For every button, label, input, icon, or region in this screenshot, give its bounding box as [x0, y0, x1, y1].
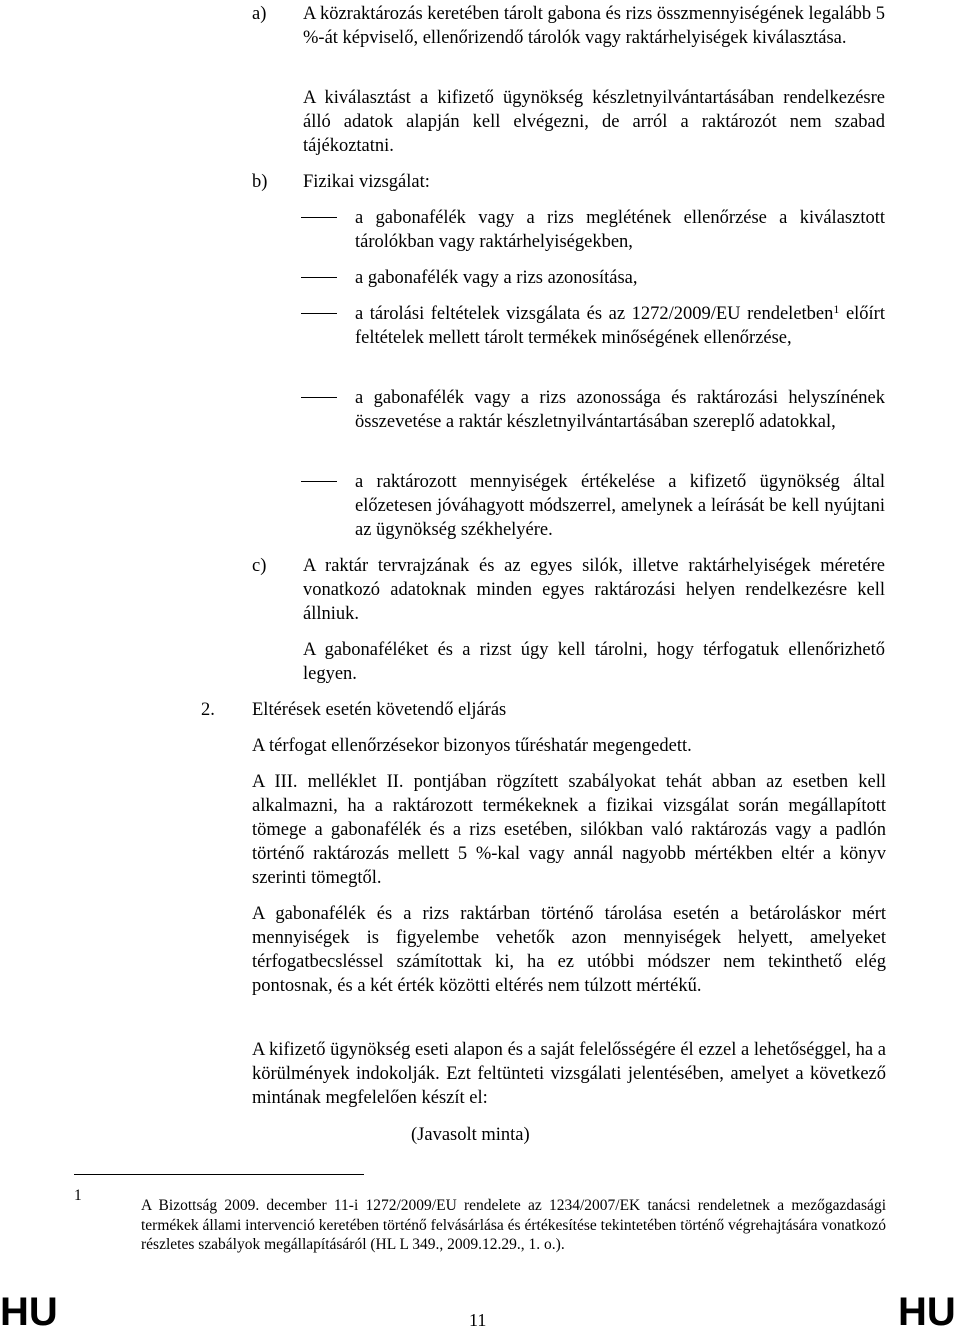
section-paragraph-1: A térfogat ellenőrzésekor bizonyos tűréshatár megengedett. [252, 736, 692, 756]
section-paragraph-4: A kifizető ügynökség eseti alapon és a saját felelősségére él ezzel a lehetőséggel, ha a körülmények indokolják. Ezt feltünteti vizsgálati jelentésében, amelyet a következő mintának megfelelően készít el: [252, 1040, 886, 1108]
model-caption: (Javasolt minta) [411, 1125, 530, 1145]
item-a-paragraph-1: A közraktározás keretében tárolt gabona és rizs összmennyiségének legalább 5 %-át képviselő, ellenőrizendő tárolók vagy raktárhelyiségek kiválasztása. [303, 4, 886, 48]
section-paragraph-3: A gabonafélék és a rizs raktárban történő tárolása esetén a betároláskor mért mennyiségek is figyelembe vehetők azon mennyiségek helyett, amelyeket térfogatbecsléssel számítottak ki, ha ez utóbbi módszer nem tekinthető elég pontosnak, és a két érték közötti eltérés nem túlzott mértékű. [252, 904, 886, 996]
bullet-3-text-start: a tárolási feltételek vizsgálata és az 1272/2009/EU rendeletben [355, 304, 834, 324]
item-a-label: a) [252, 4, 267, 24]
item-c-label: c) [252, 556, 267, 576]
footnote-reference: 1 [833, 302, 840, 316]
language-code-right: HU [898, 1290, 956, 1334]
item-b-bullet-1: a gabonafélék vagy a rizs meglétének ellenőrzése a kiválasztott tárolókban vagy raktárhelyiségekben, [355, 208, 885, 252]
item-b-bullet-4: a gabonafélék vagy a rizs azonossága és raktározási helyszínének összevetése a raktár készletnyilvántartásában szereplő adatokkal, [355, 388, 885, 432]
section-number: 2. [201, 700, 215, 720]
footnote-separator [74, 1174, 364, 1175]
item-c-paragraph-2: A gabonaféléket és a rizst úgy kell tárolni, hogy térfogatuk ellenőrizhető legyen. [303, 640, 885, 684]
bullet-dash [301, 217, 337, 218]
item-a-paragraph-2: A kiválasztást a kifizető ügynökség készletnyilvántartásában rendelkezésre álló adatok alapján kell elvégezni, de arról a raktározót nem szabad tájékoztatni. [303, 88, 885, 156]
item-b-bullet-5: a raktározott mennyiségek értékelése a kifizető ügynökség által előzetesen jóváhagyott módszerrel, amelynek a leírását be kell nyújtani az ügynökség székhelyére. [355, 472, 885, 540]
language-code-left: HU [0, 1290, 58, 1334]
section-paragraph-2: A III. melléklet II. pontjában rögzített szabályokat tehát abban az esetben kell alkalmazni, ha a raktározott termékeknek a fizikai vizsgálat során megállapított tömege a gabonafélék és a rizs esetében, silókban való raktározás vagy a padlón történő raktározás mellett 5 %-kal vagy annál nagyobb mértékben eltér a könyv szerinti tömegtől. [252, 772, 886, 888]
item-b-bullet-2: a gabonafélék vagy a rizs azonosítása, [355, 268, 638, 288]
bullet-dash [301, 313, 337, 314]
bullet-3-text-end: előírt feltételek mellett tárolt termékek minőségének ellenőrzése, [355, 304, 885, 348]
section-heading: Eltérések esetén követendő eljárás [252, 700, 507, 720]
item-b-label: b) [252, 172, 268, 192]
footnote-marker: 1 [74, 1187, 82, 1204]
item-c-paragraph-1: A raktár tervrajzának és az egyes silók, illetve raktárhelyiségek méretére vonatkozó adatoknak minden egyes raktározási helyen rendelkezésre kell állniuk. [303, 556, 885, 624]
item-b-bullet-3 [355, 302, 885, 350]
bullet-dash [301, 481, 337, 482]
bullet-dash [301, 277, 337, 278]
item-b-title: Fizikai vizsgálat: [303, 172, 430, 192]
page-number: 11 [469, 1310, 487, 1330]
footnote-text: A Bizottság 2009. december 11-i 1272/2009/EU rendelete az 1234/2007/EK tanácsi rendeletnek a mezőgazdasági termékek állami intervenció keretében történő felvásárlása és értékesítése tekintetében történő végrehajtására vonatkozó részletes szabályok megállapításáról (HL L 349., 2009.12.29., 1. o.). [141, 1197, 886, 1253]
bullet-dash [301, 397, 337, 398]
